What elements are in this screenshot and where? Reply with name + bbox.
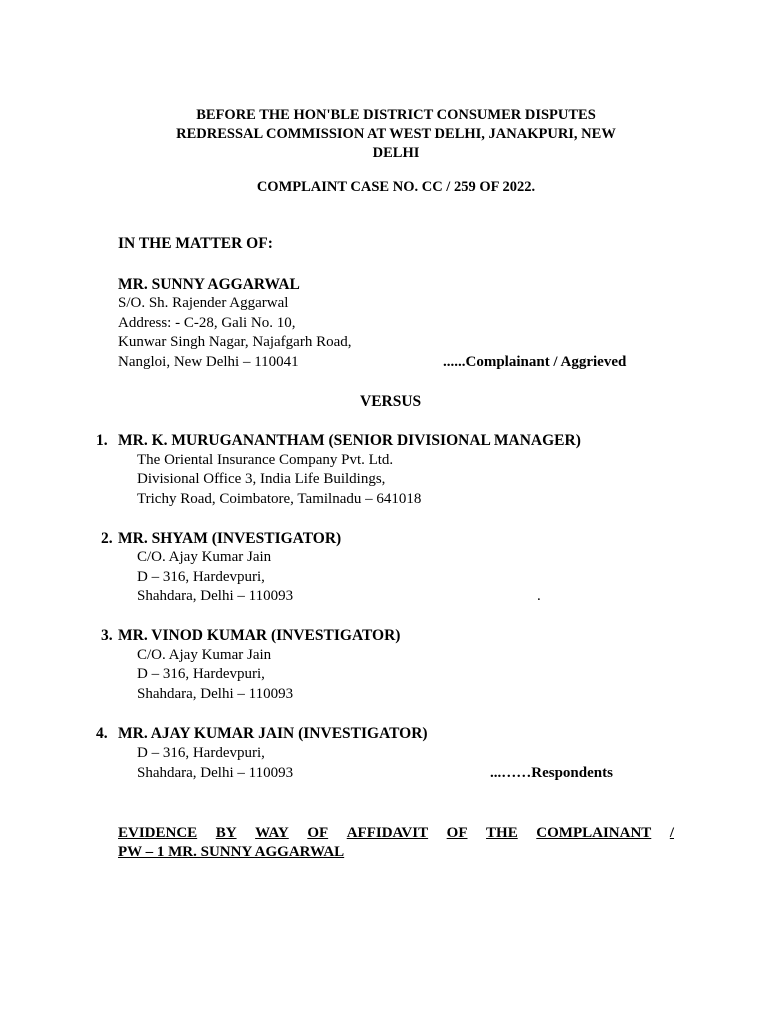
- respondent-1-address-2: Divisional Office 3, India Life Buildings,: [137, 471, 386, 487]
- respondent-3-address-1: C/O. Ajay Kumar Jain: [137, 647, 272, 663]
- affidavit-word: OF: [307, 825, 329, 841]
- respondent-2-address-3: Shahdara, Delhi – 110093: [137, 588, 294, 604]
- respondent-2-number: 2.: [101, 530, 113, 547]
- complainant-role: ......Complainant / Aggrieved: [443, 354, 627, 370]
- respondent-3-address-3: Shahdara, Delhi – 110093: [137, 686, 294, 702]
- affidavit-word: /: [669, 825, 674, 841]
- respondent-4-address-2: Shahdara, Delhi – 110093: [137, 765, 294, 781]
- affidavit-word: THE: [486, 825, 518, 841]
- respondent-1-name: MR. K. MURUGANANTHAM (SENIOR DIVISIONAL MANAGER): [118, 432, 581, 449]
- respondent-1-address-3: Trichy Road, Coimbatore, Tamilnadu – 641018: [137, 491, 422, 507]
- respondent-3-name: MR. VINOD KUMAR (INVESTIGATOR): [118, 627, 401, 644]
- court-heading-line-3: DELHI: [372, 145, 420, 161]
- respondent-1-address-1: The Oriental Insurance Company Pvt. Ltd.: [137, 452, 394, 468]
- affidavit-word: OF: [446, 825, 468, 841]
- respondent-1-number: 1.: [96, 432, 108, 449]
- affidavit-title-line-1: [118, 824, 674, 843]
- affidavit-title-line-2: PW – 1 MR. SUNNY AGGARWAL: [118, 844, 345, 860]
- matter-label: IN THE MATTER OF:: [118, 235, 273, 252]
- affidavit-word: AFFIDAVIT: [346, 825, 429, 841]
- complainant-parentage: S/O. Sh. Rajender Aggarwal: [118, 295, 289, 311]
- respondent-3-number: 3.: [101, 627, 113, 644]
- affidavit-word: EVIDENCE: [118, 825, 198, 841]
- court-heading-line-2: REDRESSAL COMMISSION AT WEST DELHI, JANAKPURI, NEW: [176, 126, 616, 142]
- respondents-role: ...……Respondents: [490, 765, 613, 781]
- complainant-address-2: Kunwar Singh Nagar, Najafgarh Road,: [118, 334, 352, 350]
- respondent-2-trailing-mark: .: [537, 588, 541, 604]
- case-number: COMPLAINT CASE NO. CC / 259 OF 2022.: [256, 179, 536, 195]
- respondent-4-number: 4.: [96, 725, 108, 742]
- respondent-4-name: MR. AJAY KUMAR JAIN (INVESTIGATOR): [118, 725, 428, 742]
- respondent-2-name: MR. SHYAM (INVESTIGATOR): [118, 530, 342, 547]
- affidavit-word: WAY: [255, 825, 289, 841]
- respondent-2-address-2: D – 316, Hardevpuri,: [137, 569, 265, 585]
- respondent-4-address-1: D – 316, Hardevpuri,: [137, 745, 265, 761]
- affidavit-word: COMPLAINANT: [536, 825, 652, 841]
- complainant-address-1: Address: - C-28, Gali No. 10,: [118, 315, 296, 331]
- court-heading-line-1: BEFORE THE HON'BLE DISTRICT CONSUMER DISPUTES: [196, 107, 596, 123]
- respondent-2-address-1: C/O. Ajay Kumar Jain: [137, 549, 272, 565]
- affidavit-word: BY: [215, 825, 237, 841]
- complainant-address-3: Nangloi, New Delhi – 110041: [118, 354, 299, 370]
- versus-label: VERSUS: [360, 393, 422, 410]
- respondent-3-address-2: D – 316, Hardevpuri,: [137, 666, 265, 682]
- complainant-name: MR. SUNNY AGGARWAL: [118, 276, 300, 293]
